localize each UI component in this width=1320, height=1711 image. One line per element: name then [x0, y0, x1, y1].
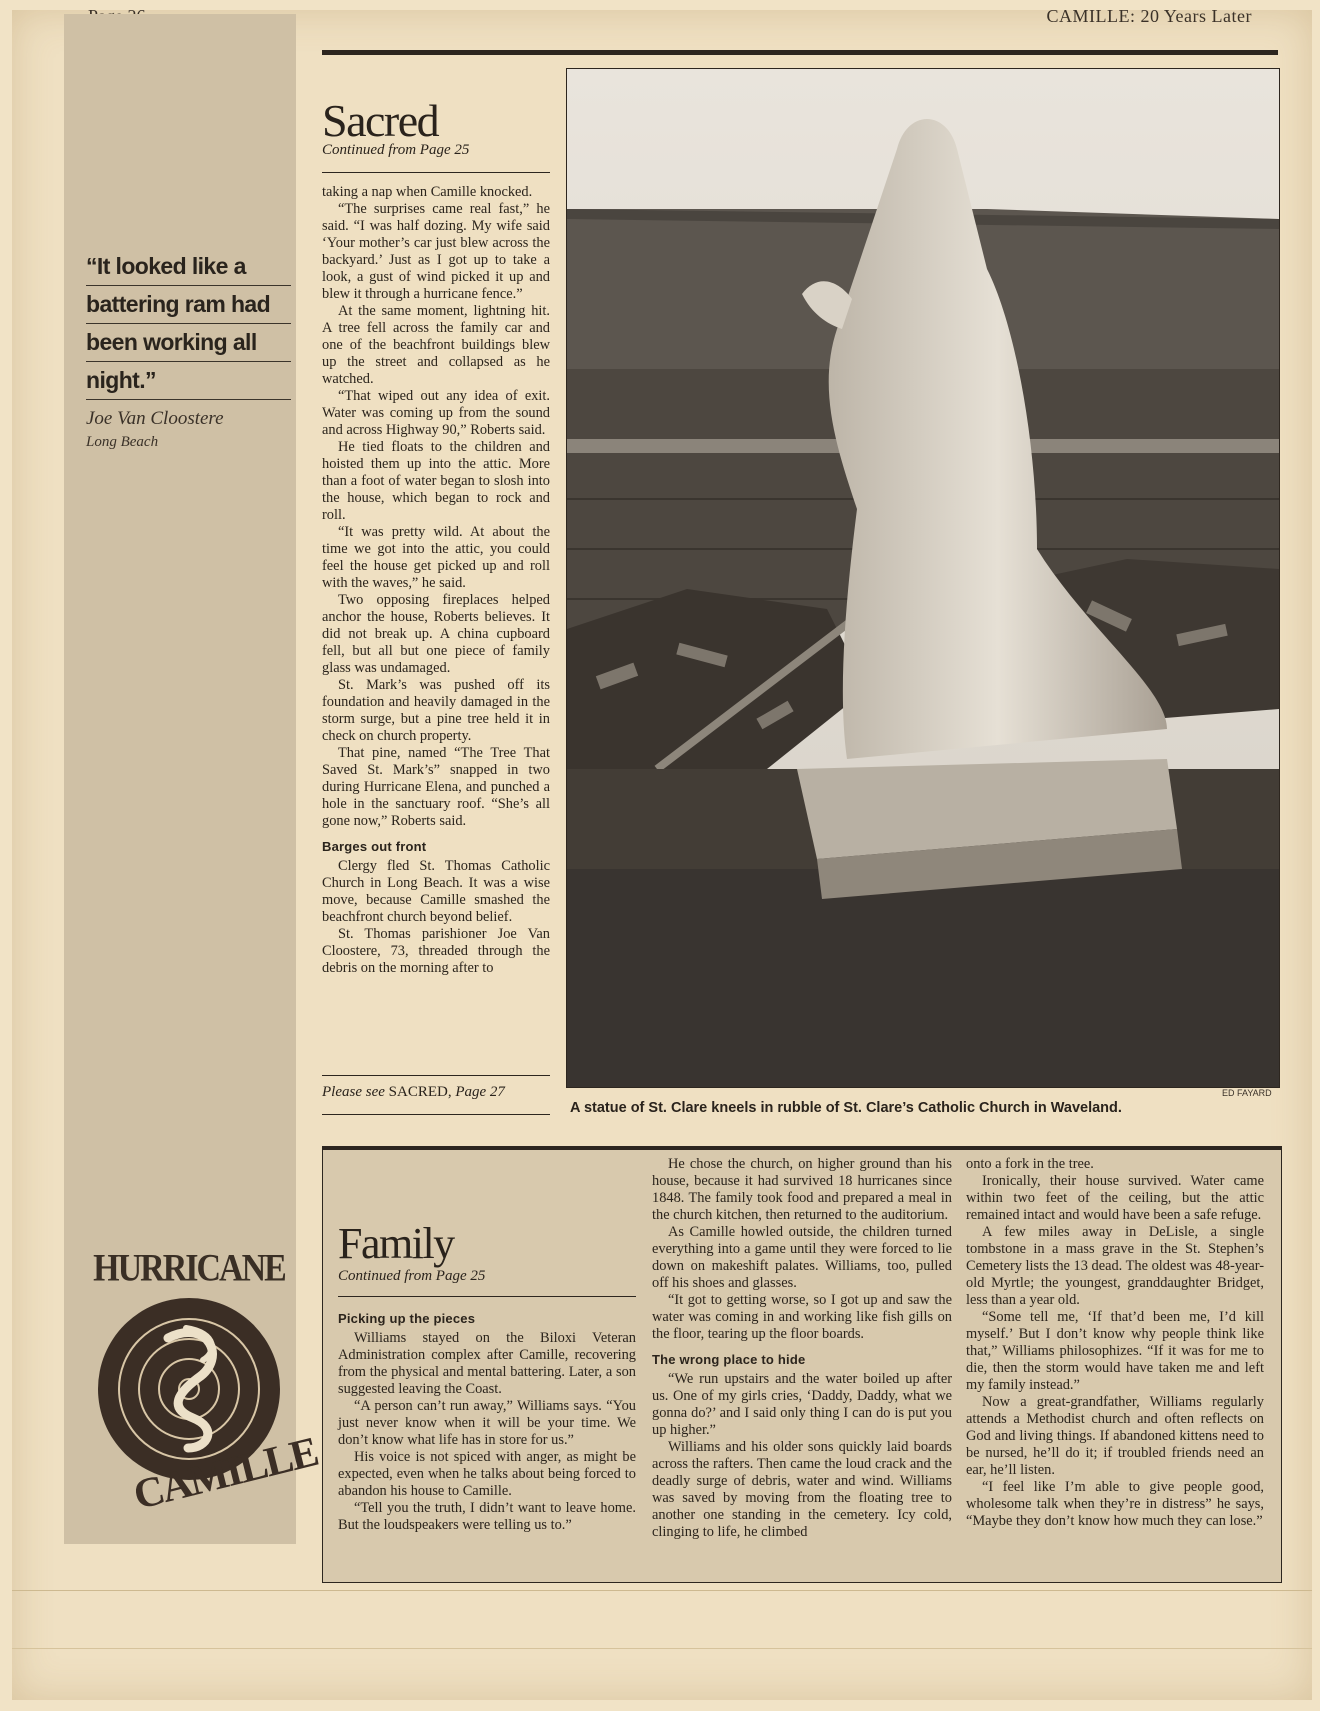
family-column-3 [966, 1156, 1264, 1530]
sacred-article-column [322, 184, 550, 977]
sacred-headline: Sacred [322, 95, 439, 146]
family-continued-line: Continued from Page 25 [338, 1268, 486, 1284]
paragraph: “It was pretty wild. At about the time we got into the attic, you could feel the house get picked up and roll with the waves,” he said. [322, 524, 550, 591]
jump-line [322, 1084, 505, 1101]
paragraph: Ironically, their house survived. Water came within two feet of the ceiling, but the attic remained intact and would have been a safe refuge. [966, 1173, 1264, 1223]
paragraph: taking a nap when Camille knocked. [322, 184, 533, 200]
hurricane-camille-logo [84, 1247, 322, 1520]
pull-quote-author: Joe Van Cloostere [86, 408, 224, 429]
paragraph: Now a great-grandfather, Williams regularly attends a Methodist church and often reflects on God and living things. If abandoned kittens need to be nursed, he’ll do it; if troubled friends need an ear, he’ll listen. [966, 1394, 1264, 1478]
paper-fold [12, 1590, 1312, 1591]
photo-credit: ED FAYARD [1222, 1088, 1272, 1098]
paragraph: At the same moment, lightning hit. A tree fell across the family car and one of the beachfront buildings blew up the street and collapsed as he watched. [322, 303, 550, 387]
divider [322, 1075, 550, 1076]
paragraph: His voice is not spiced with anger, as might be expected, even when he talks about being forced to abandon his house to Camille. [338, 1449, 636, 1499]
divider [338, 1296, 636, 1297]
paragraph: “It got to getting worse, so I got up and saw the water was coming in and working like fish gills on the floor, tearing up the floor boards. [652, 1292, 952, 1342]
jump-prefix: Please see [322, 1084, 385, 1100]
logo-bottom-text: CAMILLE [129, 1429, 322, 1519]
paragraph: “The surprises came real fast,” he said. “I was half dozing. My wife said ‘Your mother’s car just blew across the backyard.’ Just as I got up to take a look, a gust of wind picked it up and blew it through a hurricane fence.” [322, 201, 550, 302]
top-rule [322, 50, 1278, 55]
pull-quote-line: “It looked like a [86, 248, 291, 286]
pull-quote-place: Long Beach [86, 434, 159, 450]
section-title: CAMILLE: 20 Years Later [1046, 6, 1252, 26]
paragraph: onto a fork in the tree. [966, 1156, 1094, 1172]
paragraph: Williams and his older sons quickly laid boards across the rafters. Then came the loud crack and the deadly surge of debris, water and wind. Williams was saved by moving from the floating tree to another one standing in the cemetery. Icy cold, clinging to life, he climbed [652, 1439, 952, 1540]
paragraph: “Tell you the truth, I didn’t want to leave home. But the loudspeakers were telling us to.” [338, 1500, 636, 1533]
paragraph: As Camille howled outside, the children turned everything into a game until they were forced to lie down on makeshift palates. Williams, too, pulled off his shoes and glasses. [652, 1224, 952, 1291]
pull-quote-line: been working all [86, 324, 291, 362]
paper-fold [12, 1648, 1312, 1649]
jump-page: Page 27 [455, 1084, 505, 1100]
paragraph: St. Thomas parishioner Joe Van Cloostere, 73, threaded through the debris on the morning after to [322, 926, 550, 976]
photo-caption: A statue of St. Clare kneels in rubble of St. Clare’s Catholic Church in Waveland. [570, 1100, 1122, 1116]
pull-quote [86, 248, 291, 400]
paragraph: He chose the church, on higher ground than his house, because it had survived 18 hurricanes since 1848. The family took food and prepared a meal in the church kitchen, then returned to the auditorium. [652, 1156, 952, 1223]
divider [322, 1114, 550, 1115]
family-column-1 [338, 1306, 636, 1534]
family-column-2 [652, 1156, 952, 1541]
family-headline: Family [338, 1219, 454, 1268]
paragraph: That pine, named “The Tree That Saved St. Mark’s” snapped in two during Hurricane Elena, and punched a hole in the sanctuary roof. “She’s all gone now,” Roberts said. [322, 745, 550, 829]
paragraph: “We run upstairs and the water boiled up after us. One of my girls cries, ‘Daddy, Daddy, what we gonna do?’ and I said only thing I can do is put you up higher.” [652, 1371, 952, 1438]
paragraph: St. Mark’s was pushed off its foundation and heavily damaged in the storm surge, but a pine tree held it in check on church property. [322, 677, 550, 744]
family-subhead: Picking up the pieces [338, 1311, 476, 1326]
pull-quote-line: night.” [86, 362, 291, 400]
paragraph: “A person can’t run away,” Williams says. “You just never know when it will be your time. We don’t know what life has in store for us.” [338, 1398, 636, 1448]
paragraph: He tied floats to the children and hoisted them up into the attic. More than a foot of water began to slosh into the house, which began to rock and roll. [322, 439, 550, 523]
paragraph: “That wiped out any idea of exit. Water was coming up from the sound and across Highway 90,” Roberts said. [322, 388, 550, 438]
paragraph: “I feel like I’m able to give people good, wholesome talk when they’re in distress” he says, “Maybe they don’t know how much they can lose.” [966, 1479, 1264, 1529]
paragraph: “Some tell me, ‘If that’d been me, I’d kill myself.’ But I don’t know why people think like that,” Williams philosophizes. “If it was for me to die, then the storm would have taken me and left my family instead.” [966, 1309, 1264, 1393]
sacred-continued-line: Continued from Page 25 [322, 142, 470, 158]
paragraph: A few miles away in DeLisle, a single tombstone in a mass grave in the St. Stephen’s Cemetery lists the 13 dead. The oldest was 48-year-old Myrtle; the youngest, granddaughter Bridget, less than a year old. [966, 1224, 1264, 1308]
pull-quote-line: battering ram had [86, 286, 291, 324]
paragraph: Williams stayed on the Biloxi Veteran Administration complex after Camille, recovering from the physical and mental battering. Later, a son suggested leaving the Coast. [338, 1330, 636, 1397]
jump-target: SACRED, [388, 1084, 452, 1100]
paragraph: Two opposing fireplaces helped anchor the house, Roberts believes. It did not break up. A china cupboard fell, but all but one piece of family glass was undamaged. [322, 592, 550, 676]
logo-top-text: HURRICANE [93, 1247, 285, 1290]
statue-photo [566, 68, 1280, 1088]
sacred-subhead: Barges out front [322, 839, 427, 854]
family-subhead: The wrong place to hide [652, 1352, 806, 1367]
paragraph: Clergy fled St. Thomas Catholic Church in Long Beach. It was a wise move, because Camille smashed the beachfront church beyond belief. [322, 858, 550, 925]
divider [322, 172, 550, 173]
